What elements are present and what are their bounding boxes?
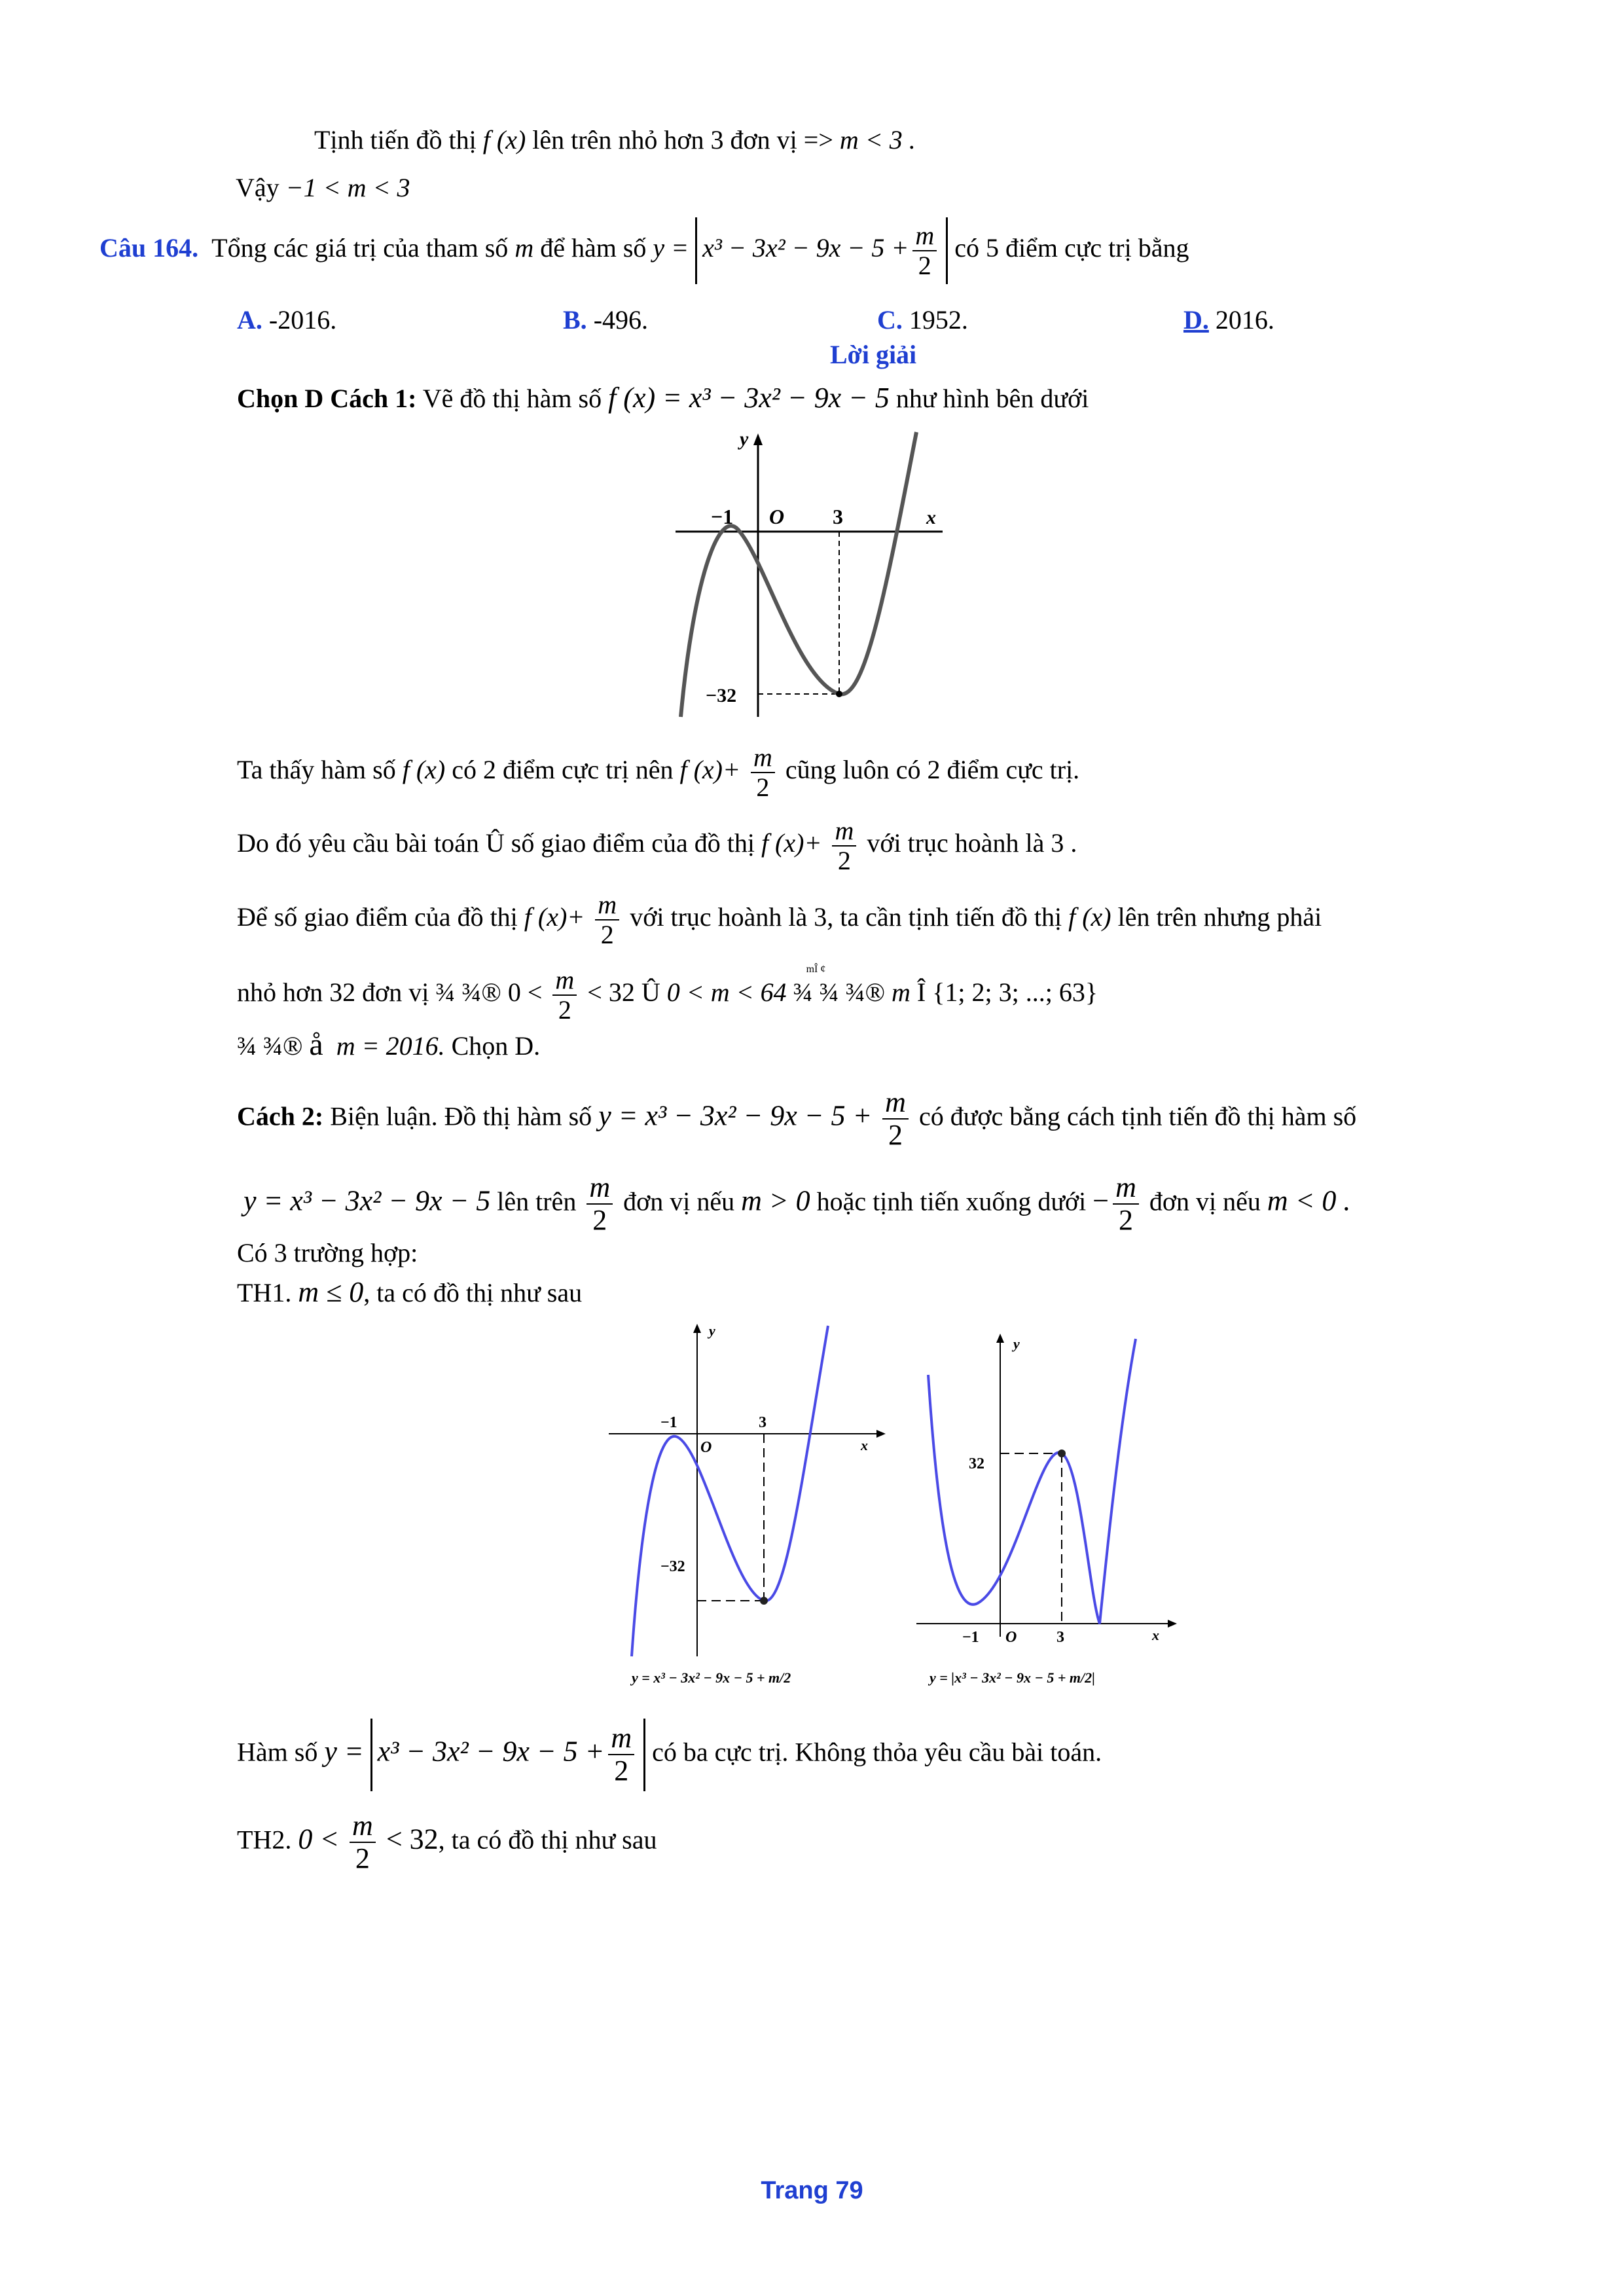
- graph-cubic: [668, 419, 956, 720]
- line-translate: Tịnh tiến đồ thị f (x) lên trên nhỏ hơn 3 đơn vị => m < 3 .: [314, 125, 916, 155]
- tick-3: 3: [1056, 1629, 1064, 1646]
- option-a[interactable]: A. -2016.: [237, 305, 337, 335]
- y-arrow: [753, 433, 763, 445]
- para-3: Để số giao điểm của đồ thị f (x)+ $\frac{m}{2}$ với trục hoành là 3, ta cần tịnh tiến đồ thị f (x) lên trên nhưng phải: [237, 890, 1322, 949]
- curve-shifted: [632, 1326, 828, 1656]
- max-point: [1058, 1449, 1066, 1457]
- x-label: x: [861, 1437, 868, 1453]
- y-label: y: [1013, 1336, 1020, 1352]
- tick-minus1: −1: [962, 1629, 979, 1646]
- page-number: Trang 79: [761, 2177, 863, 2204]
- para-1: Ta thấy hàm số f (x) có 2 điểm cực trị nên f (x)+ $\frac{m}{2}$ cũng luôn có 2 điểm cực trị.: [237, 742, 1080, 802]
- graph-th1-abs: [910, 1329, 1185, 1696]
- y-arrow: [996, 1334, 1004, 1343]
- tick-minus1: −1: [660, 1414, 677, 1431]
- question-164: Câu 164. Tổng các giá trị của tham số m để hàm số y = x³ − 3x² − 9x − 5 + $\frac{m}{2}$ có 5 điểm cực trị bằng: [99, 217, 1189, 284]
- question-label: Câu 164.: [99, 233, 199, 263]
- origin-label: O: [700, 1439, 712, 1456]
- line-conclusion: Vậy −1 < m < 3: [236, 173, 410, 202]
- curve-fx: [681, 432, 916, 717]
- method1-line: Chọn D Cách 1: Vẽ đồ thị hàm số f (x) = x³ − 3x² − 9x − 5 như hình bên dưới: [237, 382, 1089, 414]
- para-5: ¾ ¾® å m = 2016. Chọn D.: [237, 1027, 541, 1062]
- para-2: Do đó yêu cầu bài toán Û số giao điểm của đồ thị f (x)+ $\frac{m}{2}$ với trục hoành là 3 .: [237, 816, 1077, 875]
- curve-abs: [928, 1339, 1136, 1624]
- origin-label: O: [769, 505, 785, 528]
- cases-line: Có 3 trường hợp:: [237, 1238, 418, 1267]
- caption-g3: y = |x³ − 3x² − 9x − 5 + m/2|: [929, 1669, 1095, 1686]
- option-d[interactable]: D. 2016.: [1183, 305, 1274, 335]
- y-arrow: [693, 1324, 701, 1333]
- tick-3: 3: [759, 1414, 767, 1431]
- abs-function: x³ − 3x² − 9x − 5 + $\frac{m}{2}$: [695, 217, 948, 284]
- y-label: y: [709, 1322, 715, 1339]
- tick-minus32: −32: [706, 685, 737, 706]
- method2-line2: y = x³ − 3x² − 9x − 5 lên trên $\frac{m}{2}$ đơn vị nếu m > 0 hoặc tịnh tiến xuống dưới − $\frac{m}{2}$ đơn vị nếu m < 0 .: [244, 1171, 1351, 1237]
- y-label: y: [740, 428, 749, 450]
- th1-line: TH1. m ≤ 0, ta có đồ thị như sau: [237, 1276, 583, 1308]
- min-point: [836, 691, 842, 697]
- graph-th1-shifted: [605, 1316, 893, 1696]
- tick-minus1: −1: [711, 505, 734, 528]
- x-label: x: [1152, 1627, 1159, 1643]
- tick-32: 32: [969, 1455, 984, 1472]
- solution-title: Lời giải: [830, 340, 917, 369]
- x-arrow: [1168, 1620, 1177, 1628]
- abs-function-2: x³ − 3x² − 9x − 5 + $\frac{m}{2}$: [370, 1719, 646, 1791]
- min-point: [760, 1597, 768, 1605]
- th1-conclusion: Hàm số y = x³ − 3x² − 9x − 5 + $\frac{m}{2}$ có ba cực trị. Không thỏa yêu cầu bài toán.: [237, 1719, 1102, 1791]
- th2-line: TH2. 0 < $\frac{m}{2}$ < 32, ta có đồ thị như sau: [237, 1810, 657, 1875]
- tick-3: 3: [833, 505, 843, 528]
- tick-minus32: −32: [660, 1558, 685, 1575]
- caption-g2: y = x³ − 3x² − 9x − 5 + m/2: [632, 1669, 791, 1686]
- method2-line1: Cách 2: Biện luận. Đồ thị hàm số y = x³ − 3x² − 9x − 5 + $\frac{m}{2}$ có được bằng cách tịnh tiến đồ thị hàm số: [237, 1086, 1357, 1152]
- origin-label: O: [1005, 1629, 1017, 1646]
- para-4: nhỏ hơn 32 đơn vị ¾ ¾® 0 < $\frac{m}{2}$ < 32 Û 0 < m < 64 mÎ ¢ ¾ ¾ ¾® m Î {1; 2; 3; ...; 63}: [237, 964, 1098, 1025]
- x-label: x: [926, 507, 936, 528]
- option-b[interactable]: B. -496.: [563, 305, 649, 335]
- x-arrow: [876, 1430, 886, 1438]
- option-c[interactable]: C. 1952.: [877, 305, 968, 335]
